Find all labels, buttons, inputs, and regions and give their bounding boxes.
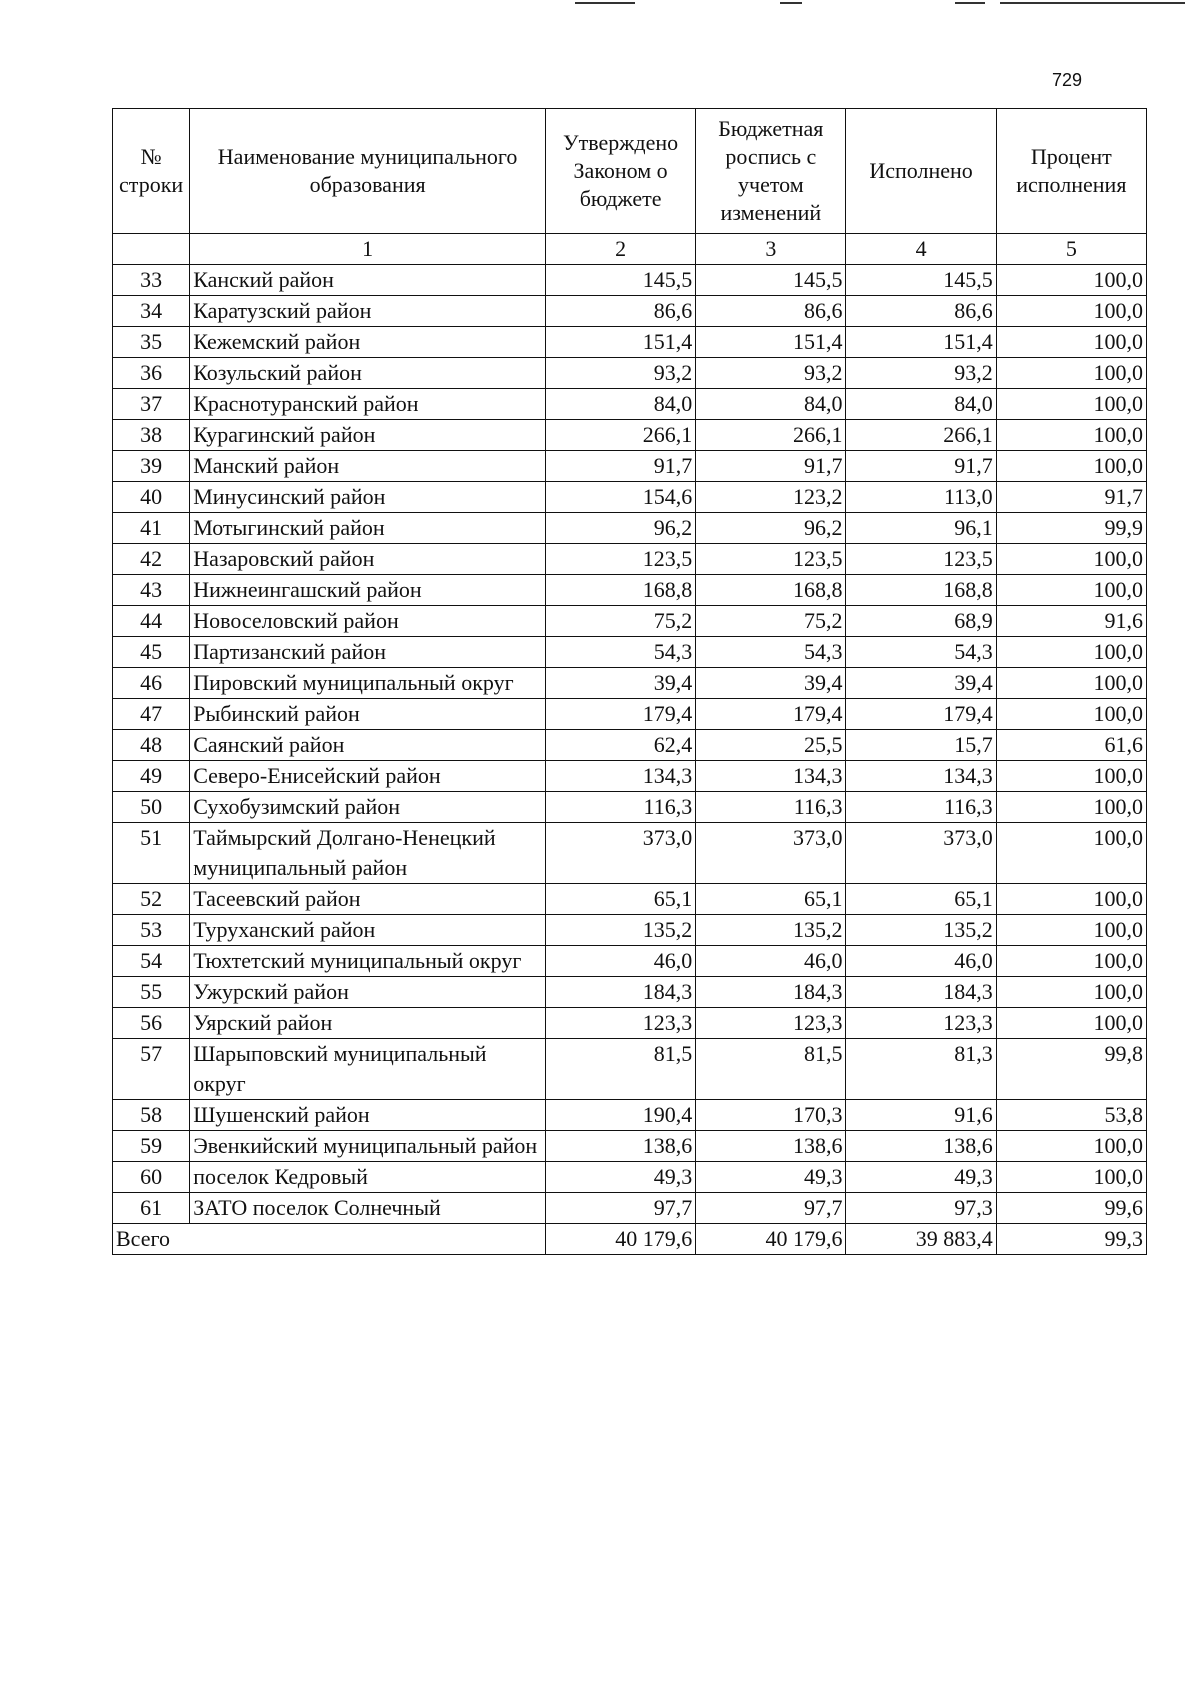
executed-cell: 151,4 bbox=[846, 327, 996, 358]
percent-cell: 99,8 bbox=[996, 1039, 1146, 1100]
municipality-name-cell: Минусинский район bbox=[190, 482, 546, 513]
executed-cell: 134,3 bbox=[846, 761, 996, 792]
approved-cell: 81,5 bbox=[545, 1039, 695, 1100]
table-row bbox=[113, 761, 1147, 792]
municipality-name-cell: Манский район bbox=[190, 451, 546, 482]
schedule-cell: 97,7 bbox=[696, 1193, 846, 1224]
executed-cell: 84,0 bbox=[846, 389, 996, 420]
municipality-name-cell: Кежемский район bbox=[190, 327, 546, 358]
approved-cell: 62,4 bbox=[545, 730, 695, 761]
executed-cell: 39,4 bbox=[846, 668, 996, 699]
schedule-cell: 39,4 bbox=[696, 668, 846, 699]
executed-cell: 65,1 bbox=[846, 884, 996, 915]
total-row bbox=[113, 1224, 1147, 1255]
table-row bbox=[113, 668, 1147, 699]
approved-cell: 123,5 bbox=[545, 544, 695, 575]
percent-cell: 100,0 bbox=[996, 265, 1146, 296]
table-row bbox=[113, 358, 1147, 389]
column-index bbox=[113, 234, 190, 265]
table-row bbox=[113, 915, 1147, 946]
executed-cell: 91,7 bbox=[846, 451, 996, 482]
municipality-name-cell: Саянский район bbox=[190, 730, 546, 761]
executed-cell: 145,5 bbox=[846, 265, 996, 296]
executed-cell: 123,5 bbox=[846, 544, 996, 575]
table-row bbox=[113, 699, 1147, 730]
row-number-cell: 52 bbox=[113, 884, 190, 915]
total-percent: 99,3 bbox=[996, 1224, 1146, 1255]
total-schedule: 40 179,6 bbox=[696, 1224, 846, 1255]
percent-cell: 100,0 bbox=[996, 1008, 1146, 1039]
table-row bbox=[113, 1008, 1147, 1039]
percent-cell: 91,6 bbox=[996, 606, 1146, 637]
approved-cell: 93,2 bbox=[545, 358, 695, 389]
approved-cell: 54,3 bbox=[545, 637, 695, 668]
total-executed: 39 883,4 bbox=[846, 1224, 996, 1255]
municipality-name-cell: Пировский муниципальный округ bbox=[190, 668, 546, 699]
percent-cell: 100,0 bbox=[996, 296, 1146, 327]
table-row bbox=[113, 792, 1147, 823]
table-row bbox=[113, 1039, 1147, 1100]
schedule-cell: 116,3 bbox=[696, 792, 846, 823]
approved-cell: 96,2 bbox=[545, 513, 695, 544]
schedule-cell: 81,5 bbox=[696, 1039, 846, 1100]
approved-cell: 46,0 bbox=[545, 946, 695, 977]
schedule-cell: 145,5 bbox=[696, 265, 846, 296]
executed-cell: 86,6 bbox=[846, 296, 996, 327]
schedule-cell: 75,2 bbox=[696, 606, 846, 637]
row-number-cell: 48 bbox=[113, 730, 190, 761]
schedule-cell: 184,3 bbox=[696, 977, 846, 1008]
executed-cell: 135,2 bbox=[846, 915, 996, 946]
schedule-cell: 93,2 bbox=[696, 358, 846, 389]
header-percent: Процент исполнения bbox=[996, 109, 1146, 234]
executed-cell: 93,2 bbox=[846, 358, 996, 389]
percent-cell: 100,0 bbox=[996, 761, 1146, 792]
percent-cell: 99,6 bbox=[996, 1193, 1146, 1224]
percent-cell: 100,0 bbox=[996, 637, 1146, 668]
table-row bbox=[113, 1100, 1147, 1131]
table-header-row bbox=[113, 109, 1147, 234]
table-row bbox=[113, 823, 1147, 884]
municipality-name-cell: Партизанский район bbox=[190, 637, 546, 668]
municipality-name-cell: Мотыгинский район bbox=[190, 513, 546, 544]
approved-cell: 123,3 bbox=[545, 1008, 695, 1039]
approved-cell: 138,6 bbox=[545, 1131, 695, 1162]
approved-cell: 49,3 bbox=[545, 1162, 695, 1193]
municipality-name-cell: Северо-Енисейский район bbox=[190, 761, 546, 792]
municipality-name-cell: Туруханский район bbox=[190, 915, 546, 946]
table-row bbox=[113, 296, 1147, 327]
column-index: 3 bbox=[696, 234, 846, 265]
executed-cell: 123,3 bbox=[846, 1008, 996, 1039]
schedule-cell: 46,0 bbox=[696, 946, 846, 977]
schedule-cell: 91,7 bbox=[696, 451, 846, 482]
table-row bbox=[113, 637, 1147, 668]
table-row bbox=[113, 575, 1147, 606]
approved-cell: 145,5 bbox=[545, 265, 695, 296]
municipality-name-cell: Новоселовский район bbox=[190, 606, 546, 637]
approved-cell: 373,0 bbox=[545, 823, 695, 884]
percent-cell: 100,0 bbox=[996, 823, 1146, 884]
executed-cell: 96,1 bbox=[846, 513, 996, 544]
percent-cell: 100,0 bbox=[996, 884, 1146, 915]
row-number-cell: 50 bbox=[113, 792, 190, 823]
row-number-cell: 43 bbox=[113, 575, 190, 606]
percent-cell: 99,9 bbox=[996, 513, 1146, 544]
row-number-cell: 61 bbox=[113, 1193, 190, 1224]
approved-cell: 86,6 bbox=[545, 296, 695, 327]
schedule-cell: 179,4 bbox=[696, 699, 846, 730]
approved-cell: 75,2 bbox=[545, 606, 695, 637]
approved-cell: 266,1 bbox=[545, 420, 695, 451]
table-row bbox=[113, 884, 1147, 915]
schedule-cell: 134,3 bbox=[696, 761, 846, 792]
municipality-name-cell: ЗАТО поселок Солнечный bbox=[190, 1193, 546, 1224]
page-number: 729 bbox=[1052, 70, 1083, 90]
row-number-cell: 51 bbox=[113, 823, 190, 884]
row-number-cell: 44 bbox=[113, 606, 190, 637]
municipality-name-cell: Шарыповский муниципальный округ bbox=[190, 1039, 546, 1100]
percent-cell: 91,7 bbox=[996, 482, 1146, 513]
row-number-cell: 46 bbox=[113, 668, 190, 699]
row-number-cell: 34 bbox=[113, 296, 190, 327]
approved-cell: 190,4 bbox=[545, 1100, 695, 1131]
column-index: 5 bbox=[996, 234, 1146, 265]
schedule-cell: 96,2 bbox=[696, 513, 846, 544]
total-label: Всего bbox=[113, 1224, 546, 1255]
table-row bbox=[113, 327, 1147, 358]
table-row bbox=[113, 544, 1147, 575]
header-row-number: № строки bbox=[113, 109, 190, 234]
row-number-cell: 38 bbox=[113, 420, 190, 451]
percent-cell: 100,0 bbox=[996, 1162, 1146, 1193]
total-approved: 40 179,6 bbox=[545, 1224, 695, 1255]
executed-cell: 373,0 bbox=[846, 823, 996, 884]
schedule-cell: 168,8 bbox=[696, 575, 846, 606]
table-row bbox=[113, 946, 1147, 977]
executed-cell: 81,3 bbox=[846, 1039, 996, 1100]
executed-cell: 116,3 bbox=[846, 792, 996, 823]
municipality-name-cell: Козульский район bbox=[190, 358, 546, 389]
approved-cell: 134,3 bbox=[545, 761, 695, 792]
row-number-cell: 41 bbox=[113, 513, 190, 544]
municipality-name-cell: Тасеевский район bbox=[190, 884, 546, 915]
column-index: 2 bbox=[545, 234, 695, 265]
percent-cell: 100,0 bbox=[996, 1131, 1146, 1162]
percent-cell: 100,0 bbox=[996, 358, 1146, 389]
schedule-cell: 123,3 bbox=[696, 1008, 846, 1039]
schedule-cell: 123,5 bbox=[696, 544, 846, 575]
municipality-name-cell: Назаровский район bbox=[190, 544, 546, 575]
row-number-cell: 54 bbox=[113, 946, 190, 977]
table-row bbox=[113, 451, 1147, 482]
percent-cell: 53,8 bbox=[996, 1100, 1146, 1131]
schedule-cell: 49,3 bbox=[696, 1162, 846, 1193]
executed-cell: 168,8 bbox=[846, 575, 996, 606]
municipality-name-cell: Эвенкийский муниципальный район bbox=[190, 1131, 546, 1162]
schedule-cell: 266,1 bbox=[696, 420, 846, 451]
schedule-cell: 84,0 bbox=[696, 389, 846, 420]
approved-cell: 84,0 bbox=[545, 389, 695, 420]
row-number-cell: 53 bbox=[113, 915, 190, 946]
schedule-cell: 170,3 bbox=[696, 1100, 846, 1131]
percent-cell: 100,0 bbox=[996, 575, 1146, 606]
schedule-cell: 151,4 bbox=[696, 327, 846, 358]
table-row bbox=[113, 977, 1147, 1008]
header-municipality-name: Наименование муниципального образования bbox=[190, 109, 546, 234]
row-number-cell: 59 bbox=[113, 1131, 190, 1162]
executed-cell: 113,0 bbox=[846, 482, 996, 513]
row-number-cell: 35 bbox=[113, 327, 190, 358]
percent-cell: 100,0 bbox=[996, 389, 1146, 420]
table-row bbox=[113, 1193, 1147, 1224]
table-row bbox=[113, 730, 1147, 761]
municipality-name-cell: Уярский район bbox=[190, 1008, 546, 1039]
row-number-cell: 33 bbox=[113, 265, 190, 296]
row-number-cell: 49 bbox=[113, 761, 190, 792]
percent-cell: 100,0 bbox=[996, 915, 1146, 946]
municipality-name-cell: Краснотуранский район bbox=[190, 389, 546, 420]
row-number-cell: 37 bbox=[113, 389, 190, 420]
percent-cell: 100,0 bbox=[996, 792, 1146, 823]
executed-cell: 15,7 bbox=[846, 730, 996, 761]
municipality-name-cell: поселок Кедровый bbox=[190, 1162, 546, 1193]
schedule-cell: 135,2 bbox=[696, 915, 846, 946]
table-row bbox=[113, 513, 1147, 544]
municipality-name-cell: Каратузский район bbox=[190, 296, 546, 327]
row-number-cell: 56 bbox=[113, 1008, 190, 1039]
row-number-cell: 57 bbox=[113, 1039, 190, 1100]
percent-cell: 100,0 bbox=[996, 327, 1146, 358]
schedule-cell: 373,0 bbox=[696, 823, 846, 884]
column-index-row bbox=[113, 234, 1147, 265]
executed-cell: 68,9 bbox=[846, 606, 996, 637]
scan-edge-marks bbox=[0, 0, 1200, 8]
percent-cell: 100,0 bbox=[996, 420, 1146, 451]
executed-cell: 266,1 bbox=[846, 420, 996, 451]
schedule-cell: 65,1 bbox=[696, 884, 846, 915]
percent-cell: 100,0 bbox=[996, 544, 1146, 575]
approved-cell: 97,7 bbox=[545, 1193, 695, 1224]
row-number-cell: 42 bbox=[113, 544, 190, 575]
percent-cell: 61,6 bbox=[996, 730, 1146, 761]
percent-cell: 100,0 bbox=[996, 668, 1146, 699]
row-number-cell: 55 bbox=[113, 977, 190, 1008]
row-number-cell: 58 bbox=[113, 1100, 190, 1131]
approved-cell: 39,4 bbox=[545, 668, 695, 699]
table-row bbox=[113, 265, 1147, 296]
percent-cell: 100,0 bbox=[996, 946, 1146, 977]
percent-cell: 100,0 bbox=[996, 977, 1146, 1008]
header-executed: Исполнено bbox=[846, 109, 996, 234]
executed-cell: 54,3 bbox=[846, 637, 996, 668]
schedule-cell: 54,3 bbox=[696, 637, 846, 668]
approved-cell: 179,4 bbox=[545, 699, 695, 730]
executed-cell: 97,3 bbox=[846, 1193, 996, 1224]
percent-cell: 100,0 bbox=[996, 451, 1146, 482]
municipality-name-cell: Рыбинский район bbox=[190, 699, 546, 730]
executed-cell: 179,4 bbox=[846, 699, 996, 730]
executed-cell: 49,3 bbox=[846, 1162, 996, 1193]
executed-cell: 91,6 bbox=[846, 1100, 996, 1131]
row-number-cell: 45 bbox=[113, 637, 190, 668]
executed-cell: 138,6 bbox=[846, 1131, 996, 1162]
approved-cell: 151,4 bbox=[545, 327, 695, 358]
table-row bbox=[113, 389, 1147, 420]
municipality-name-cell: Сухобузимский район bbox=[190, 792, 546, 823]
schedule-cell: 86,6 bbox=[696, 296, 846, 327]
percent-cell: 100,0 bbox=[996, 699, 1146, 730]
table-row bbox=[113, 482, 1147, 513]
schedule-cell: 123,2 bbox=[696, 482, 846, 513]
approved-cell: 65,1 bbox=[545, 884, 695, 915]
municipality-name-cell: Тюхтетский муниципальный округ bbox=[190, 946, 546, 977]
municipality-name-cell: Ужурский район bbox=[190, 977, 546, 1008]
table-row bbox=[113, 606, 1147, 637]
column-index: 4 bbox=[846, 234, 996, 265]
header-budget-schedule: Бюджетная роспись с учетом изменений bbox=[696, 109, 846, 234]
municipality-name-cell: Канский район bbox=[190, 265, 546, 296]
table-row bbox=[113, 420, 1147, 451]
municipality-name-cell: Таймырский Долгано-Ненецкий муниципальный район bbox=[190, 823, 546, 884]
approved-cell: 135,2 bbox=[545, 915, 695, 946]
table-row bbox=[113, 1162, 1147, 1193]
municipality-name-cell: Курагинский район bbox=[190, 420, 546, 451]
schedule-cell: 25,5 bbox=[696, 730, 846, 761]
column-index: 1 bbox=[190, 234, 546, 265]
row-number-cell: 47 bbox=[113, 699, 190, 730]
approved-cell: 116,3 bbox=[545, 792, 695, 823]
header-approved: Утверждено Законом о бюджете bbox=[545, 109, 695, 234]
budget-execution-table bbox=[112, 108, 1147, 1255]
approved-cell: 168,8 bbox=[545, 575, 695, 606]
row-number-cell: 40 bbox=[113, 482, 190, 513]
executed-cell: 184,3 bbox=[846, 977, 996, 1008]
approved-cell: 91,7 bbox=[545, 451, 695, 482]
row-number-cell: 39 bbox=[113, 451, 190, 482]
table-body bbox=[113, 265, 1147, 1224]
approved-cell: 184,3 bbox=[545, 977, 695, 1008]
table-row bbox=[113, 1131, 1147, 1162]
municipality-name-cell: Шушенский район bbox=[190, 1100, 546, 1131]
municipality-name-cell: Нижнеингашский район bbox=[190, 575, 546, 606]
row-number-cell: 36 bbox=[113, 358, 190, 389]
row-number-cell: 60 bbox=[113, 1162, 190, 1193]
schedule-cell: 138,6 bbox=[696, 1131, 846, 1162]
executed-cell: 46,0 bbox=[846, 946, 996, 977]
approved-cell: 154,6 bbox=[545, 482, 695, 513]
